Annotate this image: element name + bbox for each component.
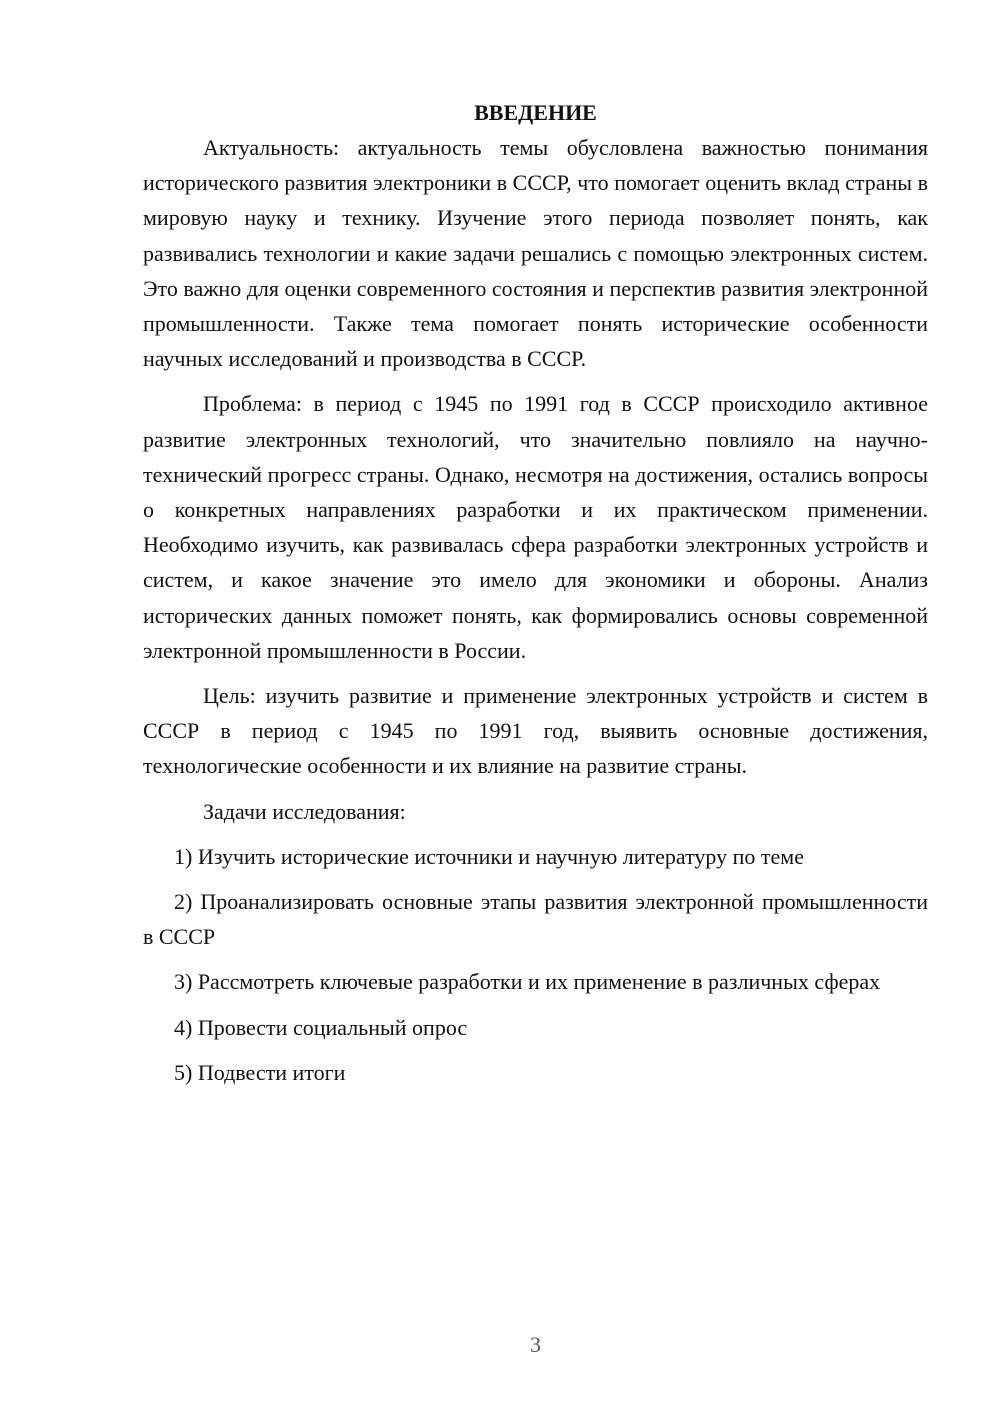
task-item-1: 1) Изучить исторические источники и научную литературу по теме (174, 843, 804, 869)
section-heading: ВВЕДЕНИЕ (474, 100, 597, 125)
task-item-3: 3) Рассмотреть ключевые разработки и их применение в различных сферах (174, 969, 881, 995)
paragraph-problem: Проблема: в период с 1945 по 1991 год в СССР происходило активное развитие электронных технологий, что значительно повлияло на научно-технический прогресс страны. Однако, несмотря на достижения, остались вопросы о конкретных направлениях разработки и их практическом применении. Необходимо изучить, как развивалась сфера разработки электронных устройств и систем, и какое значение это имело для экономики и обороны. Анализ исторических данных поможет понять, как формировались основы современной электронной промышленности в России. (143, 391, 928, 663)
paragraph-goal: Цель: изучить развитие и применение электронных устройств и систем в СССР в период с 1945 по 1991 год, выявить основные достижения, технологические особенности и их влияние на развитие страны. (143, 683, 928, 779)
tasks-heading: Задачи исследования: (203, 798, 406, 824)
task-item-4: 4) Провести социальный опрос (174, 1014, 468, 1040)
paragraph-relevance: Актуальность: актуальность темы обусловлена важностью понимания исторического развития электроники в СССР, что помогает оценить вклад страны в мировую науку и технику. Изучение этого периода позволяет понять, как развивались технологии и какие задачи решались с помощью электронных систем. Это важно для оценки современного состояния и перспектив развития электронной промышленности. Также тема помогает понять исторические особенности научных исследований и производства в СССР. (143, 135, 928, 372)
task-item-5: 5) Подвести итоги (174, 1059, 346, 1085)
task-item-2: 2) Проанализировать основные этапы развития электронной промышленности в СССР (143, 889, 928, 950)
page-number: 3 (530, 1332, 541, 1357)
document-page (143, 95, 928, 1090)
